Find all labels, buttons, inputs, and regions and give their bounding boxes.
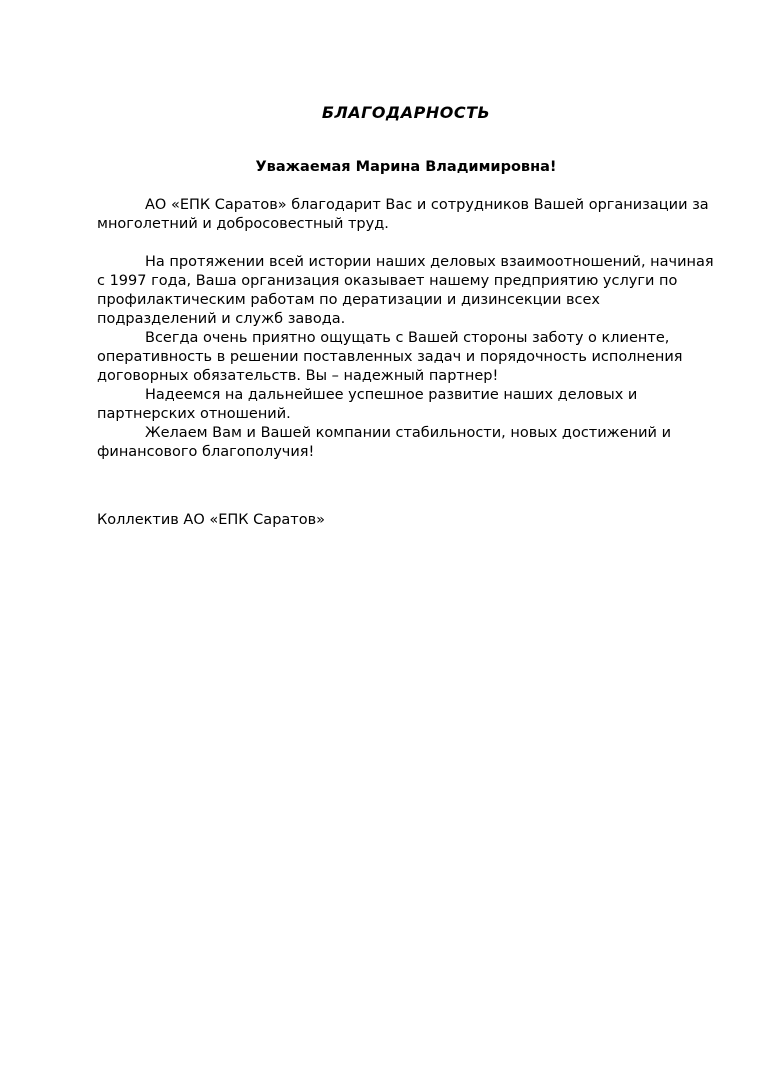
paragraph: Надеемся на дальнейшее успешное развитие наших деловых и партнерских отношений. bbox=[97, 387, 638, 422]
paragraph: На протяжении всей истории наших деловых взаимоотношений, начиная с 1997 года, Ваша организация оказывает нашему предприятию услуги по профилактическим работам по дератизации и дизинсекции всех подразделений и служб завода. bbox=[97, 254, 714, 327]
paragraph: АО «ЕПК Саратов» благодарит Вас и сотрудников Вашей организации за многолетний и добросовестный труд. bbox=[97, 197, 709, 232]
document-title: БЛАГОДАРНОСТЬ bbox=[321, 103, 491, 122]
salutation-line: Уважаемая Марина Владимировна! bbox=[255, 159, 557, 175]
signature-line: Коллектив АО «ЕПК Саратов» bbox=[97, 512, 326, 528]
paragraph: Всегда очень приятно ощущать с Вашей стороны заботу о клиенте, оперативность в решении поставленных задач и порядочность исполнения договорных обязательств. Вы – надежный партнер! bbox=[97, 330, 683, 384]
paragraph: Желаем Вам и Вашей компании стабильности, новых достижений и финансового благополучия! bbox=[97, 425, 672, 460]
